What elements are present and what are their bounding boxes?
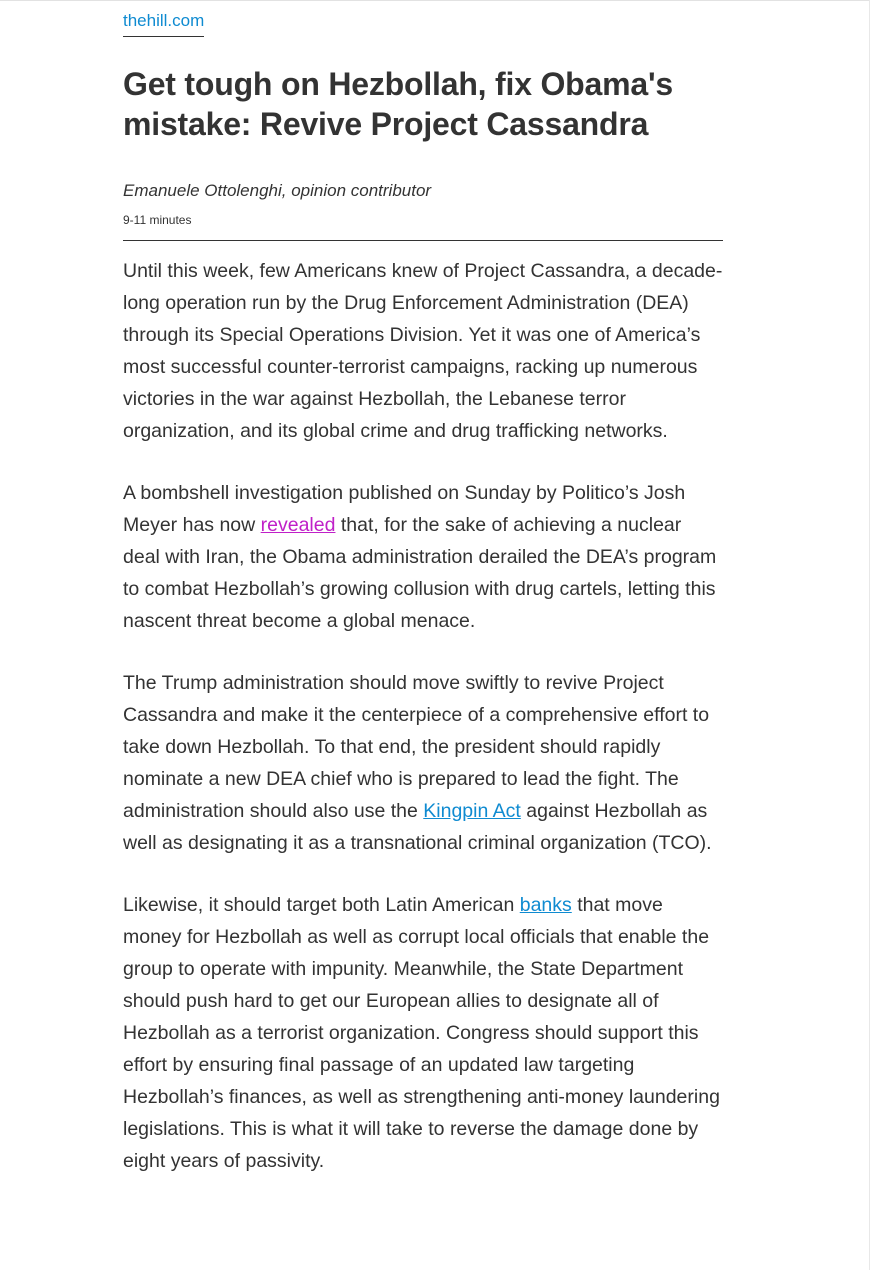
article-title: Get tough on Hezbollah, fix Obama's mistake: Revive Project Cassandra [123, 66, 673, 142]
paragraph-2-text-after: that, for the sake of achieving a nuclear deal with Iran, the Obama administration derailed the DEA’s program to combat Hezbollah’s growing collusion with drug cartels, letting this nascent threat become a global menace. [123, 514, 717, 632]
banks-link[interactable]: banks [519, 894, 572, 916]
paragraph-3 [123, 667, 723, 859]
revealed-link[interactable]: revealed [260, 514, 336, 536]
paragraph-3-text-after: against Hezbollah as well as designating it as a transnational criminal organization (TCO). [123, 800, 712, 854]
article-byline: Emanuele Ottolenghi, opinion contributor [123, 181, 432, 200]
kingpin-act-link[interactable]: Kingpin Act [423, 800, 521, 822]
paragraph-2 [123, 477, 723, 637]
paragraph-1: Until this week, few Americans knew of Project Cassandra, a decade-long operation run by the Drug Enforcement Administration (DEA) through its Special Operations Division. Yet it was one of America’s most successful counter-terrorist campaigns, racking up numerous victories in the war against Hezbollah, the Lebanese terror organization, and its global crime and drug trafficking networks. [123, 260, 723, 442]
paragraph-4 [123, 889, 723, 1177]
paragraph-4-text-after: that move money for Hezbollah as well as corrupt local officials that enable the group to operate with impunity. Meanwhile, the State Department should push hard to get our European allies to designate all of Hezbollah as a terrorist organization. Congress should support this effort by ensuring final passage of an updated law targeting Hezbollah’s finances, as well as strengthening anti-money laundering legislations. This is what it will take to reverse the damage done by eight years of passivity. [123, 894, 720, 1172]
source-domain-link[interactable]: thehill.com [123, 10, 204, 37]
header-divider [123, 240, 723, 241]
paragraph-3-text-before: The Trump administration should move swiftly to revive Project Cassandra and make it the centerpiece of a comprehensive effort to take down Hezbollah. To that end, the president should rapidly nominate a new DEA chief who is prepared to lead the fight. The administration should also use the [123, 672, 710, 822]
article-body [123, 255, 723, 1177]
paragraph-4-text-before: Likewise, it should target both Latin American [123, 894, 520, 916]
reader-view [123, 0, 723, 1207]
paragraph-2-text-before: A bombshell investigation published on Sunday by Politico’s Josh Meyer has now [123, 482, 686, 536]
reading-time: 9-11 minutes [123, 213, 192, 227]
